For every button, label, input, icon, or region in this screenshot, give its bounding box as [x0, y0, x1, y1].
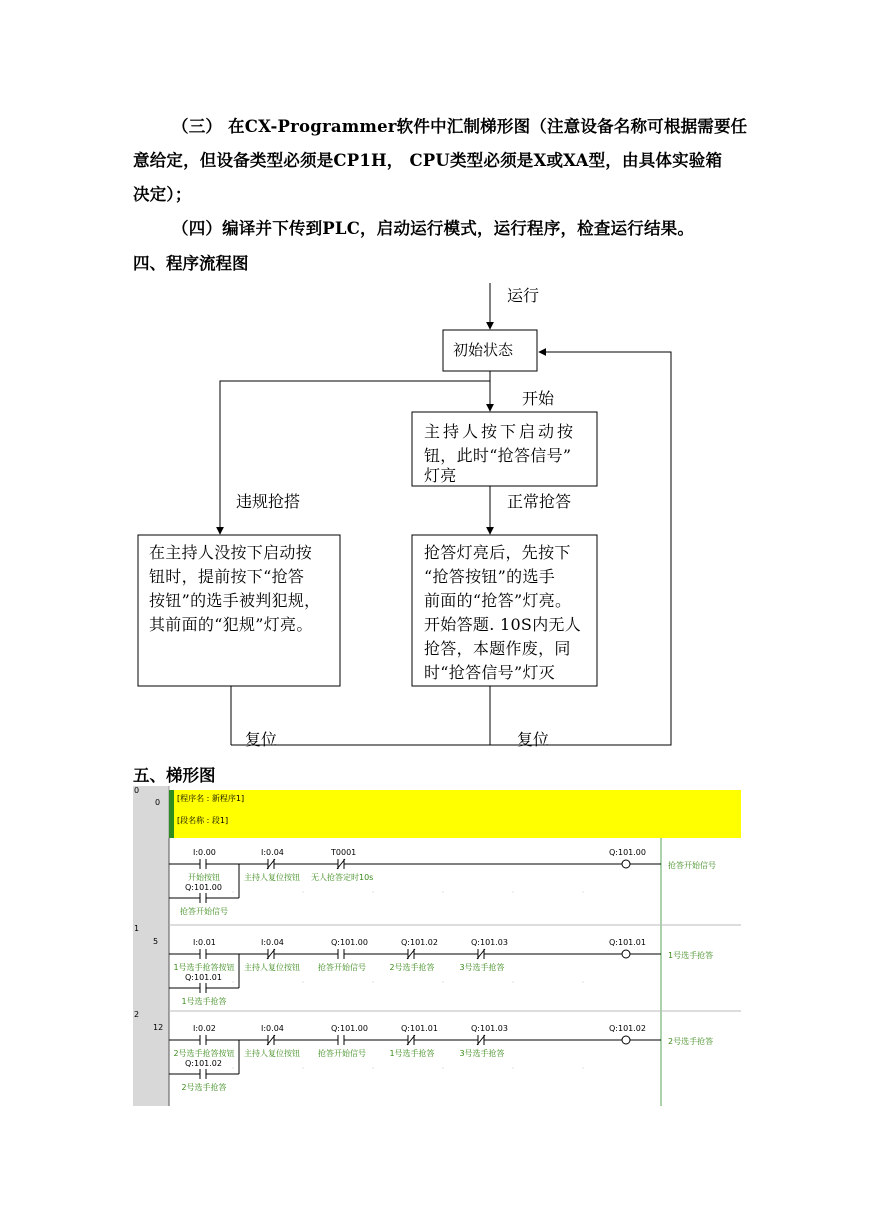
- grid-dot: [302, 981, 303, 982]
- flow-violation-edge: 违规抢搭: [236, 492, 301, 511]
- ladder-gutter: [133, 786, 169, 1106]
- flow-host-line: 钮，此时“抢答信号”: [424, 446, 572, 465]
- flow-normal-edge: 正常抢答: [507, 492, 572, 511]
- flow-violation-line: 在主持人没按下启动按: [149, 543, 313, 562]
- flow-violation-line: 其前面的“犯规”灯亮。: [149, 615, 313, 634]
- contact-comment: 主持人复位按钮: [244, 873, 300, 882]
- rung-step: 12: [153, 1023, 164, 1032]
- contact-address: I:0.02: [193, 1024, 216, 1033]
- grid-dot: [302, 891, 303, 892]
- grid-dot: [582, 981, 583, 982]
- step3-line2: 意给定，但设备类型必须是CP1H， CPU类型必须是X或XA型，由具体实验箱: [133, 151, 723, 170]
- contact-comment: 1号选手抢答: [389, 1049, 435, 1058]
- ladder-header-bg: [169, 790, 741, 838]
- flow-answer-line: 时“抢答信号”灯灭: [424, 663, 556, 682]
- contact-address: I:0.00: [193, 848, 216, 857]
- contact-address: I:0.04: [261, 848, 284, 857]
- latch-address: Q:101.01: [185, 973, 222, 982]
- grid-dot: [232, 891, 233, 892]
- contact-address: I:0.04: [261, 938, 284, 947]
- grid-dot: [442, 981, 443, 982]
- latch-comment: 1号选手抢答: [181, 997, 227, 1006]
- flow-host-line: 主持人按下启动按: [424, 422, 577, 441]
- grid-dot: [512, 981, 513, 982]
- rung-number: 2: [134, 1010, 140, 1019]
- ladder-header-bar: [169, 790, 174, 838]
- flow-start-edge: 开始: [522, 389, 555, 408]
- contact-comment: 主持人复位按钮: [244, 1049, 300, 1058]
- contact-address: Q:101.00: [331, 1024, 368, 1033]
- flow-reset-left: 复位: [245, 730, 278, 749]
- rung-number: 1: [134, 924, 140, 933]
- section4-title: 四、程序流程图: [133, 254, 249, 273]
- grid-dot: [442, 1067, 443, 1068]
- flow-answer-line: 抢答，本题作废，同: [424, 639, 571, 658]
- ladder-diagram: [133, 786, 741, 1106]
- coil-address: Q:101.01: [609, 938, 646, 947]
- grid-dot: [442, 891, 443, 892]
- contact-comment: 1号选手抢答按钮: [173, 963, 235, 972]
- flow-answer-line: 开始答题. 10S内无人: [424, 615, 582, 634]
- grid-dot: [232, 981, 233, 982]
- ladder-section-name: [段名称 : 段1]: [177, 816, 229, 825]
- grid-dot: [372, 891, 373, 892]
- step3-line1: （三） 在CX-Programmer软件中汇制梯形图（注意设备名称可根据需要任: [172, 117, 748, 136]
- coil-circle: [622, 1036, 630, 1044]
- grid-dot: [512, 1067, 513, 1068]
- contact-address: Q:101.03: [471, 1024, 508, 1033]
- flow-host-box-text: [424, 420, 594, 484]
- latch-comment: 抢答开始信号: [180, 907, 228, 916]
- step3-line3: 决定）；: [133, 185, 192, 204]
- flow-violation-line: 钮时，提前按下“抢答: [149, 567, 305, 586]
- grid-dot: [372, 1067, 373, 1068]
- flow-start-label: 运行: [507, 286, 540, 305]
- contact-address: I:0.01: [193, 938, 216, 947]
- contact-address: Q:101.01: [401, 1024, 438, 1033]
- flow-answer-line: 抢答灯亮后，先按下: [424, 543, 571, 562]
- contact-address: T0001: [331, 848, 357, 857]
- grid-dot: [232, 1067, 233, 1068]
- contact-address: Q:101.02: [401, 938, 438, 947]
- contact-comment: 3号选手抢答: [459, 963, 505, 972]
- latch-address: Q:101.02: [185, 1059, 222, 1068]
- ladder-program-name: [程序名 : 新程序1]: [177, 794, 245, 803]
- ladder-row-number: 0: [134, 786, 140, 795]
- flow-violation-box-text: [149, 541, 339, 637]
- contact-comment: 2号选手抢答按钮: [173, 1049, 235, 1058]
- contact-comment: 抢答开始信号: [318, 963, 366, 972]
- flow-host-line: 灯亮: [424, 466, 457, 485]
- contact-address: Q:101.03: [471, 938, 508, 947]
- contact-comment: 2号选手抢答: [389, 963, 435, 972]
- coil-comment: 1号选手抢答: [668, 951, 714, 960]
- latch-comment: 2号选手抢答: [181, 1083, 227, 1092]
- flow-answer-line: 前面的“抢答”灯亮。: [424, 591, 572, 610]
- contact-comment: 抢答开始信号: [318, 1049, 366, 1058]
- grid-dot: [512, 891, 513, 892]
- step4-text: （四）编译并下传到PLC，启动运行模式，运行程序，检查运行结果。: [172, 219, 695, 238]
- section5-title: 五、梯形图: [133, 766, 216, 785]
- contact-comment: 无人抢答定时10s: [311, 873, 374, 882]
- contact-comment: 3号选手抢答: [459, 1049, 505, 1058]
- grid-dot: [302, 1067, 303, 1068]
- coil-circle: [622, 860, 630, 868]
- flow-answer-line: “抢答按钮”的选手: [424, 567, 556, 586]
- rung-step: 5: [153, 937, 159, 946]
- coil-comment: 抢答开始信号: [668, 861, 716, 870]
- flow-violation-line: 按钮”的选手被判犯规，: [149, 591, 321, 610]
- contact-comment: 开始按钮: [188, 873, 220, 882]
- coil-comment: 2号选手抢答: [668, 1037, 714, 1046]
- contact-address: I:0.04: [261, 1024, 284, 1033]
- flow-answer-box-text: [424, 541, 596, 685]
- contact-address: Q:101.00: [331, 938, 368, 947]
- grid-dot: [372, 981, 373, 982]
- contact-comment: 主持人复位按钮: [244, 963, 300, 972]
- flow-init-box: 初始状态: [453, 341, 514, 359]
- flow-reset-right: 复位: [517, 730, 550, 749]
- grid-dot: [582, 1067, 583, 1068]
- coil-address: Q:101.00: [609, 848, 646, 857]
- ladder-step-number: 0: [155, 798, 161, 807]
- coil-address: Q:101.02: [609, 1024, 646, 1033]
- coil-circle: [622, 950, 630, 958]
- latch-address: Q:101.00: [185, 883, 222, 892]
- grid-dot: [582, 891, 583, 892]
